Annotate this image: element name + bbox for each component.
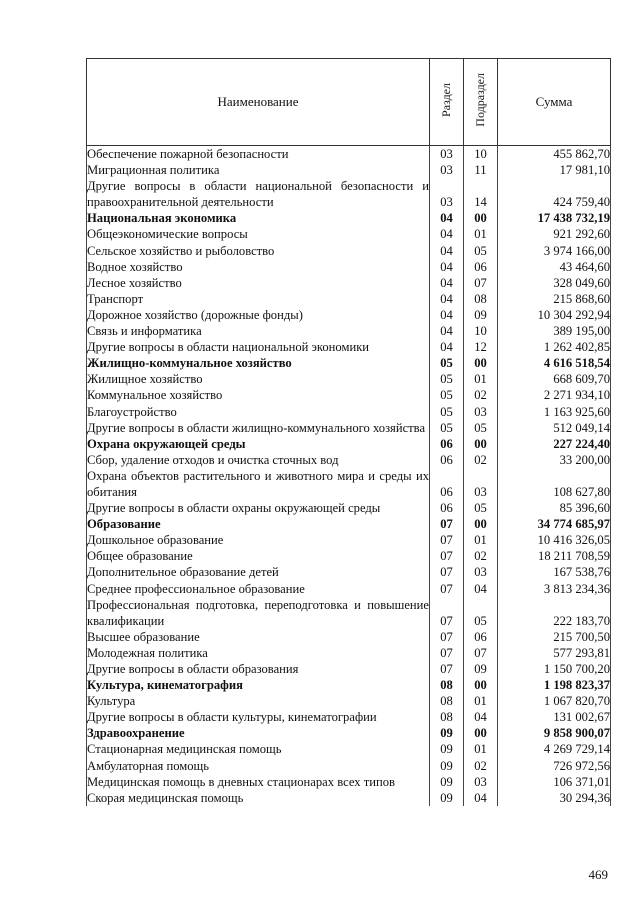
row-subsection: 01 <box>464 693 498 709</box>
row-name: Жилищное хозяйство <box>87 371 430 387</box>
header-subsection-label: Подраздел <box>473 73 487 127</box>
row-amount: 1 150 700,20 <box>498 661 611 677</box>
table-row <box>87 532 611 548</box>
row-section: 06 <box>430 436 464 452</box>
row-name: Здравоохранение <box>87 725 430 741</box>
row-name: Жилищно-коммунальное хозяйство <box>87 355 430 371</box>
row-section: 09 <box>430 741 464 757</box>
row-amount: 668 609,70 <box>498 371 611 387</box>
row-section: 07 <box>430 661 464 677</box>
table-row <box>87 452 611 468</box>
row-name: Транспорт <box>87 291 430 307</box>
row-amount: 577 293,81 <box>498 645 611 661</box>
table-row <box>87 226 611 242</box>
row-subsection: 07 <box>464 275 498 291</box>
row-name: Другие вопросы в области охраны окружающей среды <box>87 500 430 516</box>
row-section: 09 <box>430 725 464 741</box>
row-subsection: 02 <box>464 387 498 403</box>
row-section: 04 <box>430 259 464 275</box>
row-amount: 30 294,36 <box>498 790 611 806</box>
row-section: 03 <box>430 146 464 163</box>
row-name: Дополнительное образование детей <box>87 564 430 580</box>
table-row <box>87 420 611 436</box>
row-name: Стационарная медицинская помощь <box>87 741 430 757</box>
row-section: 05 <box>430 371 464 387</box>
row-subsection: 07 <box>464 645 498 661</box>
row-section: 04 <box>430 275 464 291</box>
row-name: Среднее профессиональное образование <box>87 581 430 597</box>
row-amount: 43 464,60 <box>498 259 611 275</box>
table-row-section-total <box>87 210 611 226</box>
row-section: 04 <box>430 307 464 323</box>
header-section <box>430 59 464 146</box>
table-row <box>87 243 611 259</box>
row-name: Скорая медицинская помощь <box>87 790 430 806</box>
row-amount: 227 224,40 <box>498 436 611 452</box>
row-section: 04 <box>430 339 464 355</box>
row-name: Молодежная политика <box>87 645 430 661</box>
table-row <box>87 758 611 774</box>
row-amount: 455 862,70 <box>498 146 611 163</box>
table-header-row <box>87 59 611 146</box>
row-section: 07 <box>430 597 464 629</box>
row-subsection: 00 <box>464 355 498 371</box>
row-name: Связь и информатика <box>87 323 430 339</box>
row-amount: 167 538,76 <box>498 564 611 580</box>
row-amount: 33 200,00 <box>498 452 611 468</box>
row-name: Национальная экономика <box>87 210 430 226</box>
table-row <box>87 323 611 339</box>
row-section: 05 <box>430 387 464 403</box>
table-row <box>87 774 611 790</box>
row-section: 04 <box>430 323 464 339</box>
header-name: Наименование <box>87 59 430 146</box>
row-subsection: 02 <box>464 452 498 468</box>
row-name: Дошкольное образование <box>87 532 430 548</box>
row-name: Общее образование <box>87 548 430 564</box>
table-row <box>87 178 611 210</box>
row-name: Другие вопросы в области национальной безопасности и правоохранительной деятельности <box>87 179 429 210</box>
table-row <box>87 387 611 403</box>
row-name: Миграционная политика <box>87 162 430 178</box>
table-row <box>87 275 611 291</box>
table-row <box>87 339 611 355</box>
row-subsection: 03 <box>464 468 498 500</box>
row-subsection: 09 <box>464 661 498 677</box>
row-amount: 18 211 708,59 <box>498 548 611 564</box>
row-subsection: 04 <box>464 790 498 806</box>
row-section: 08 <box>430 677 464 693</box>
table-row <box>87 597 611 629</box>
row-subsection: 00 <box>464 436 498 452</box>
row-amount: 34 774 685,97 <box>498 516 611 532</box>
row-name: Другие вопросы в области жилищно-коммунального хозяйства <box>87 420 430 436</box>
table-row <box>87 645 611 661</box>
row-section: 05 <box>430 404 464 420</box>
row-section: 06 <box>430 468 464 500</box>
row-subsection: 04 <box>464 581 498 597</box>
row-name: Профессиональная подготовка, переподготовка и повышение квалификации <box>87 597 429 628</box>
row-section: 05 <box>430 355 464 371</box>
table-row-section-total <box>87 725 611 741</box>
row-name: Водное хозяйство <box>87 259 430 275</box>
row-subsection: 12 <box>464 339 498 355</box>
row-section: 04 <box>430 210 464 226</box>
table-row <box>87 162 611 178</box>
table-row-section-total <box>87 436 611 452</box>
row-name: Сбор, удаление отходов и очистка сточных вод <box>87 452 430 468</box>
row-amount: 1 198 823,37 <box>498 677 611 693</box>
row-subsection: 14 <box>464 178 498 210</box>
row-amount: 328 049,60 <box>498 275 611 291</box>
row-amount: 222 183,70 <box>498 597 611 629</box>
row-name: Лесное хозяйство <box>87 275 430 291</box>
row-section: 07 <box>430 564 464 580</box>
table-row <box>87 468 611 500</box>
table-row <box>87 404 611 420</box>
row-amount: 4 616 518,54 <box>498 355 611 371</box>
row-name: Охрана объектов растительного и животного мира и среды их обитания <box>87 468 429 499</box>
row-amount: 17 981,10 <box>498 162 611 178</box>
table-row <box>87 564 611 580</box>
row-amount: 131 002,67 <box>498 709 611 725</box>
row-subsection: 01 <box>464 532 498 548</box>
row-section: 09 <box>430 758 464 774</box>
row-amount: 17 438 732,19 <box>498 210 611 226</box>
table-row <box>87 693 611 709</box>
row-subsection: 06 <box>464 629 498 645</box>
row-section: 09 <box>430 774 464 790</box>
row-subsection: 05 <box>464 500 498 516</box>
row-amount: 85 396,60 <box>498 500 611 516</box>
row-name: Другие вопросы в области образования <box>87 661 430 677</box>
row-subsection: 05 <box>464 243 498 259</box>
table-row <box>87 709 611 725</box>
row-amount: 512 049,14 <box>498 420 611 436</box>
row-name: Образование <box>87 516 430 532</box>
row-name: Общеэкономические вопросы <box>87 226 430 242</box>
row-amount: 1 067 820,70 <box>498 693 611 709</box>
row-subsection: 10 <box>464 323 498 339</box>
row-name: Коммунальное хозяйство <box>87 387 430 403</box>
row-subsection: 08 <box>464 291 498 307</box>
table-row-section-total <box>87 516 611 532</box>
row-amount: 1 163 925,60 <box>498 404 611 420</box>
row-amount: 921 292,60 <box>498 226 611 242</box>
table-row-section-total <box>87 355 611 371</box>
row-subsection: 00 <box>464 516 498 532</box>
row-section: 07 <box>430 548 464 564</box>
row-amount: 215 868,60 <box>498 291 611 307</box>
row-name: Другие вопросы в области национальной экономики <box>87 339 430 355</box>
row-section: 07 <box>430 581 464 597</box>
header-amount: Сумма <box>498 59 611 146</box>
row-amount: 10 304 292,94 <box>498 307 611 323</box>
table-row <box>87 548 611 564</box>
page-number: 469 <box>588 867 608 882</box>
table-row <box>87 371 611 387</box>
row-section: 04 <box>430 243 464 259</box>
row-section: 08 <box>430 709 464 725</box>
row-amount: 215 700,50 <box>498 629 611 645</box>
row-subsection: 11 <box>464 162 498 178</box>
row-amount: 424 759,40 <box>498 178 611 210</box>
row-subsection: 05 <box>464 597 498 629</box>
row-section: 05 <box>430 420 464 436</box>
row-amount: 2 271 934,10 <box>498 387 611 403</box>
row-subsection: 00 <box>464 725 498 741</box>
row-subsection: 01 <box>464 741 498 757</box>
header-section-label: Раздел <box>439 83 453 117</box>
table-row <box>87 661 611 677</box>
row-amount: 9 858 900,07 <box>498 725 611 741</box>
row-name: Охрана окружающей среды <box>87 436 430 452</box>
row-subsection: 10 <box>464 146 498 163</box>
row-subsection: 06 <box>464 259 498 275</box>
header-subsection <box>464 59 498 146</box>
row-subsection: 02 <box>464 548 498 564</box>
table-row <box>87 790 611 806</box>
row-section: 07 <box>430 645 464 661</box>
row-section: 07 <box>430 532 464 548</box>
row-section: 04 <box>430 291 464 307</box>
row-subsection: 03 <box>464 774 498 790</box>
table-body <box>87 146 611 806</box>
row-name: Благоустройство <box>87 404 430 420</box>
table-row <box>87 291 611 307</box>
row-section: 07 <box>430 629 464 645</box>
row-section: 04 <box>430 226 464 242</box>
row-amount: 3 813 234,36 <box>498 581 611 597</box>
row-amount: 10 416 326,05 <box>498 532 611 548</box>
row-section: 06 <box>430 452 464 468</box>
row-name: Сельское хозяйство и рыболовство <box>87 243 430 259</box>
row-amount: 108 627,80 <box>498 468 611 500</box>
row-section: 09 <box>430 790 464 806</box>
row-section: 06 <box>430 500 464 516</box>
row-name: Другие вопросы в области культуры, кинематографии <box>87 709 430 725</box>
table-row <box>87 629 611 645</box>
row-subsection: 05 <box>464 420 498 436</box>
row-section: 08 <box>430 693 464 709</box>
row-subsection: 01 <box>464 371 498 387</box>
row-name: Высшее образование <box>87 629 430 645</box>
row-amount: 726 972,56 <box>498 758 611 774</box>
row-name: Обеспечение пожарной безопасности <box>87 146 430 163</box>
row-name: Амбулаторная помощь <box>87 758 430 774</box>
budget-table <box>86 58 611 806</box>
row-subsection: 04 <box>464 709 498 725</box>
table-row <box>87 146 611 163</box>
row-subsection: 09 <box>464 307 498 323</box>
table-row <box>87 741 611 757</box>
row-name: Культура, кинематография <box>87 677 430 693</box>
row-subsection: 02 <box>464 758 498 774</box>
table-row <box>87 307 611 323</box>
row-amount: 106 371,01 <box>498 774 611 790</box>
row-name: Культура <box>87 693 430 709</box>
table-row-section-total <box>87 677 611 693</box>
row-amount: 4 269 729,14 <box>498 741 611 757</box>
row-subsection: 03 <box>464 564 498 580</box>
row-name: Дорожное хозяйство (дорожные фонды) <box>87 307 430 323</box>
row-subsection: 00 <box>464 210 498 226</box>
row-amount: 389 195,00 <box>498 323 611 339</box>
row-section: 03 <box>430 178 464 210</box>
row-section: 03 <box>430 162 464 178</box>
row-amount: 1 262 402,85 <box>498 339 611 355</box>
row-name: Медицинская помощь в дневных стационарах всех типов <box>87 774 430 790</box>
row-subsection: 03 <box>464 404 498 420</box>
row-section: 07 <box>430 516 464 532</box>
table-row <box>87 500 611 516</box>
row-subsection: 01 <box>464 226 498 242</box>
row-amount: 3 974 166,00 <box>498 243 611 259</box>
row-subsection: 00 <box>464 677 498 693</box>
table-row <box>87 259 611 275</box>
table-row <box>87 581 611 597</box>
